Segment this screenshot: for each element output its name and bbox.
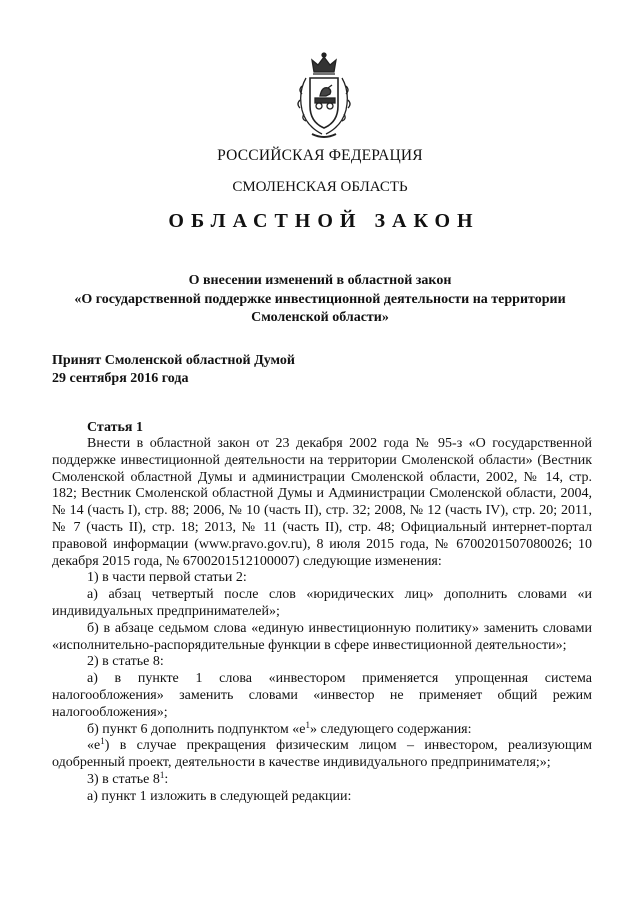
item-2b-superscript: 1 <box>305 719 310 730</box>
item-2b-text-end: » следующего содержания: <box>309 721 472 737</box>
item-2b-text: б) пункт 6 дополнить подпунктом «е <box>87 721 306 737</box>
article-body <box>52 436 592 806</box>
item-2c-superscript: 1 <box>100 736 105 747</box>
region-title: СМОЛЕНСКАЯ ОБЛАСТЬ <box>232 179 408 195</box>
item-1a: а) абзац четвертый после слов «юридических лиц» дополнить словами «и индивидуальных предпринимателей»; <box>52 587 592 619</box>
article-heading: Статья 1 <box>87 420 143 435</box>
law-type-title: ОБЛАСТНОЙ ЗАКОН <box>168 210 480 232</box>
federation-title: РОССИЙСКАЯ ФЕДЕРАЦИЯ <box>217 147 423 164</box>
item-3a: а) пункт 1 изложить в следующей редакции: <box>87 788 352 804</box>
item-1: 1) в части первой статьи 2: <box>87 570 247 586</box>
subject-line-3: Смоленской области» <box>251 310 389 325</box>
item-3 <box>52 769 592 789</box>
item-3-text-end: : <box>164 771 169 787</box>
item-3-superscript: 1 <box>159 769 165 780</box>
law-subject <box>40 272 600 328</box>
adoption-line-1: Принят Смоленской областной Думой <box>52 353 295 368</box>
item-2c-text: «е <box>87 738 101 754</box>
article-intro-paragraph: Внести в областной закон от 23 декабря 2002 года № 95-з «О государственной поддержке инвестиционной деятельности на территории Смоленской области» (Вестник Смоленской областной Думы и администрации Смоленской области, 2002, № 14, стр. 182; Вестник Смоленской областной Думы и Администрации Смоленской области, 2004, № 14 (часть I), стр. 88; 2006, № 10 (часть II), стр. 32; 2008, № 12 (часть IV), стр. 20; 2011, № 7 (часть II), стр. 18; 2013, № 11 (часть II), стр. 48; Официальный интернет-портал правовой информации (www.pravo.gov.ru), 8 июля 2015 года, № 6700201507080026; 10 декабря 2015 года, № 6700201512100007) следующие изменения: <box>52 436 592 569</box>
item-2c <box>52 738 592 772</box>
item-3-text: 3) в статье 8 <box>87 771 160 787</box>
item-1b: б) в абзаце седьмом слова «единую инвестиционную политику» заменить словами «исполнительно-распорядительные функции в сфере инвестиционной деятельности»; <box>52 620 592 653</box>
subject-line-1: О внесении изменений в областной закон <box>188 273 452 288</box>
adoption-info <box>52 352 295 388</box>
item-2a: а) в пункте 1 слова «инвестором применяется упрощенная система налогообложения» заменить словами «инвестор не применяет общий режим налогообложения»; <box>52 671 592 720</box>
item-2c-text-end: ) в случае прекращения физическим лицом – инвестором, реализующим одобренный проект, деятельности в качестве индивидуального предпринимателя;»; <box>52 738 592 771</box>
coat-of-arms-icon <box>292 52 356 142</box>
item-2b <box>52 719 592 739</box>
item-2: 2) в статье 8: <box>87 654 164 670</box>
subject-line-2: «О государственной поддержке инвестиционной деятельности на территории <box>74 291 566 307</box>
adoption-date: 29 сентября 2016 года <box>52 371 189 386</box>
